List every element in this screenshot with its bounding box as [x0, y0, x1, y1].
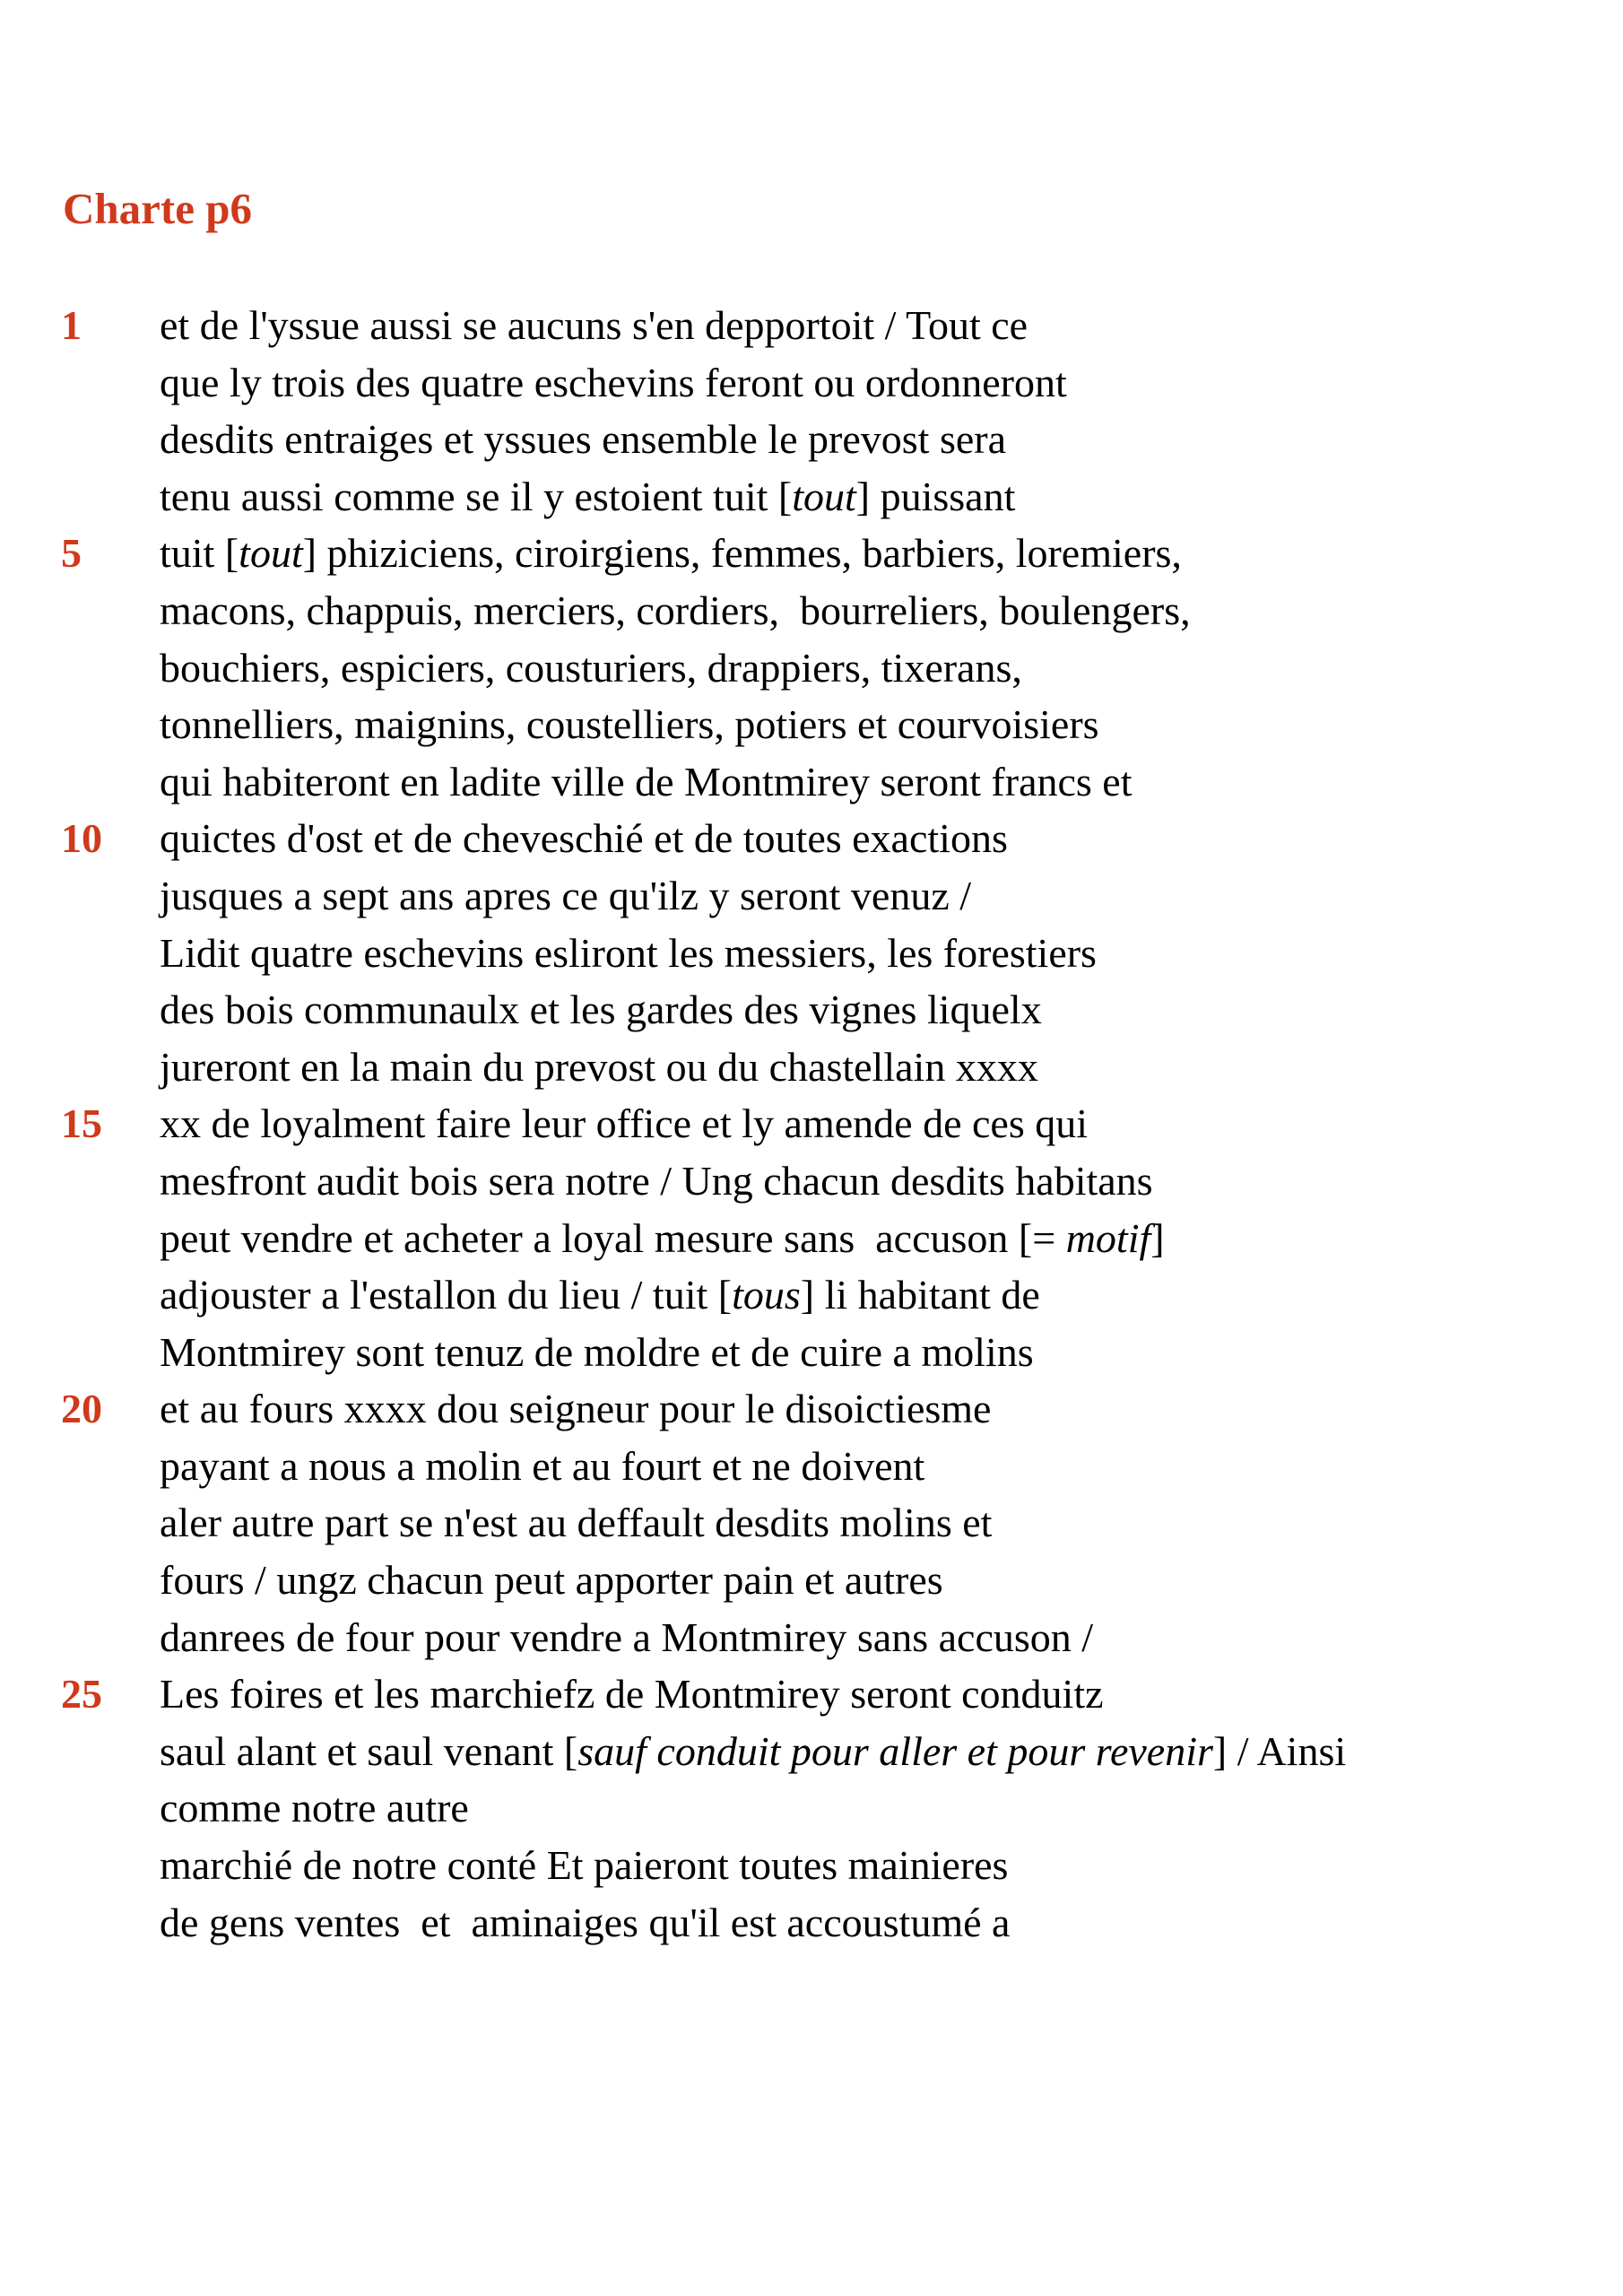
transcript-line — [0, 525, 1623, 582]
transcript-line — [0, 753, 1623, 811]
line-text — [160, 1210, 1165, 1267]
line-number: 25 — [61, 1671, 102, 1718]
text-segment: fours / ungz chacun peut apporter pain et autres — [160, 1557, 943, 1604]
transcript-line — [0, 1665, 1623, 1723]
line-text — [160, 1266, 1040, 1324]
transcript-line — [0, 1380, 1623, 1438]
transcript-line — [0, 1894, 1623, 1952]
transcript-line — [0, 1039, 1623, 1096]
transcript-line — [0, 1266, 1623, 1324]
text-segment: peut vendre et acheter a loyal mesure sans accuson [= — [160, 1214, 1066, 1261]
line-text — [160, 1552, 943, 1609]
line-text — [160, 1324, 1034, 1381]
line-text — [160, 1665, 1104, 1723]
line-text — [160, 1837, 1008, 1894]
editorial-gloss: tout — [239, 530, 303, 577]
text-segment: danrees de four pour vendre a Montmirey sans accuson / — [160, 1613, 1094, 1660]
line-text — [160, 411, 1006, 468]
transcript-line — [0, 1779, 1623, 1837]
transcript-line — [0, 867, 1623, 925]
transcript-line — [0, 411, 1623, 468]
text-segment: des bois communaulx et les gardes des vignes liquelx — [160, 987, 1042, 1033]
transcript-line — [0, 1152, 1623, 1210]
text-segment: xx de loyalment faire leur office et ly amende de ces qui — [160, 1100, 1088, 1147]
text-segment: jusques a sept ans apres ce qu'ilz y seront venuz / — [160, 872, 972, 918]
line-text — [160, 582, 1191, 639]
transcript-line — [0, 810, 1623, 867]
line-text — [160, 1095, 1088, 1152]
line-number: 20 — [61, 1386, 102, 1432]
text-segment: desdits entraiges et yssues ensemble le prevost sera — [160, 416, 1007, 463]
text-segment: Les foires et les marchiefz de Montmirey seront conduitz — [160, 1671, 1104, 1718]
text-segment: ] li habitant de — [800, 1272, 1040, 1318]
text-segment: que ly trois des quatre eschevins feront ou ordonneront — [160, 359, 1067, 405]
transcript-line — [0, 297, 1623, 354]
transcript-line — [0, 925, 1623, 982]
text-segment: aler autre part se n'est au deffault desdits molins et — [160, 1500, 993, 1546]
line-text — [160, 1494, 992, 1552]
text-segment: payant a nous a molin et au fourt et ne doivent — [160, 1442, 925, 1489]
transcript-line — [0, 468, 1623, 526]
transcript-line — [0, 1438, 1623, 1495]
text-segment: mesfront audit bois sera notre / Ung chacun desdits habitans — [160, 1157, 1153, 1204]
line-text — [160, 696, 1099, 753]
transcript-line — [0, 1837, 1623, 1894]
transcript-line — [0, 1552, 1623, 1609]
line-text — [160, 1723, 1346, 1780]
line-text — [160, 1894, 1010, 1952]
text-segment: et de l'yssue aussi se aucuns s'en depportoit / Tout ce — [160, 302, 1028, 348]
transcript-line — [0, 696, 1623, 753]
transcript-line — [0, 1494, 1623, 1552]
text-segment: ] — [1150, 1214, 1165, 1261]
line-text — [160, 1609, 1093, 1666]
text-segment: ] / Ainsi — [1212, 1727, 1347, 1774]
transcript-line — [0, 1723, 1623, 1780]
line-number: 1 — [61, 302, 82, 348]
line-text — [160, 1380, 991, 1438]
line-text — [160, 1039, 1038, 1096]
line-text — [160, 639, 1022, 697]
text-segment: de gens ventes et aminaiges qu'il est accoustumé a — [160, 1899, 1011, 1945]
transcript-line — [0, 354, 1623, 412]
transcript-line — [0, 1324, 1623, 1381]
text-segment: Lidit quatre eschevins esliront les messiers, les forestiers — [160, 929, 1097, 976]
text-segment: ] puissant — [855, 473, 1016, 519]
transcript-line — [0, 1210, 1623, 1267]
page-title: Charte p6 — [63, 184, 252, 233]
text-segment: Montmirey sont tenuz de moldre et de cuire a molins — [160, 1328, 1034, 1375]
text-segment: saul alant et saul venant [ — [160, 1727, 578, 1774]
line-text — [160, 468, 1015, 526]
editorial-gloss: motif — [1065, 1214, 1151, 1261]
transcript-line — [0, 1609, 1623, 1666]
text-segment: ] phiziciens, ciroirgiens, femmes, barbiers, loremiers, — [302, 530, 1182, 577]
line-text — [160, 354, 1067, 412]
editorial-gloss: sauf conduit pour aller et pour revenir — [577, 1727, 1213, 1774]
text-segment: qui habiteront en ladite ville de Montmirey seront francs et — [160, 758, 1133, 804]
line-text — [160, 867, 971, 925]
line-number: 10 — [61, 815, 102, 862]
text-segment: adjouster a l'estallon du lieu / tuit [ — [160, 1272, 733, 1318]
line-text — [160, 981, 1042, 1039]
text-segment: macons, chappuis, merciers, cordiers, bourreliers, boulengers, — [160, 587, 1191, 633]
transcript-line — [0, 981, 1623, 1039]
text-segment: marchié de notre conté Et paieront toutes mainieres — [160, 1842, 1009, 1889]
text-segment: tonnelliers, maignins, coustelliers, potiers et courvoisiers — [160, 701, 1099, 748]
line-text — [160, 925, 1097, 982]
editorial-gloss: tous — [732, 1272, 801, 1318]
text-segment: jureront en la main du prevost ou du chastellain xxxx — [160, 1043, 1038, 1090]
line-text — [160, 297, 1028, 354]
text-segment: quictes d'ost et de cheveschié et de toutes exactions — [160, 815, 1008, 862]
line-text — [160, 525, 1182, 582]
line-number: 5 — [61, 530, 82, 577]
line-number: 15 — [61, 1100, 102, 1147]
line-text — [160, 1152, 1153, 1210]
text-segment: et au fours xxxx dou seigneur pour le disoictiesme — [160, 1386, 992, 1432]
line-text — [160, 753, 1133, 811]
line-text — [160, 810, 1008, 867]
editorial-gloss: tout — [792, 473, 856, 519]
line-text — [160, 1779, 469, 1837]
text-segment: bouchiers, espiciers, cousturiers, drappiers, tixerans, — [160, 644, 1022, 691]
transcription-body — [0, 297, 1623, 1951]
text-segment: tenu aussi comme se il y estoient tuit [ — [160, 473, 793, 519]
line-text — [160, 1438, 924, 1495]
transcript-line — [0, 582, 1623, 639]
text-segment: comme notre autre — [160, 1785, 469, 1831]
transcript-line — [0, 639, 1623, 697]
transcript-line — [0, 1095, 1623, 1152]
text-segment: tuit [ — [160, 530, 239, 577]
